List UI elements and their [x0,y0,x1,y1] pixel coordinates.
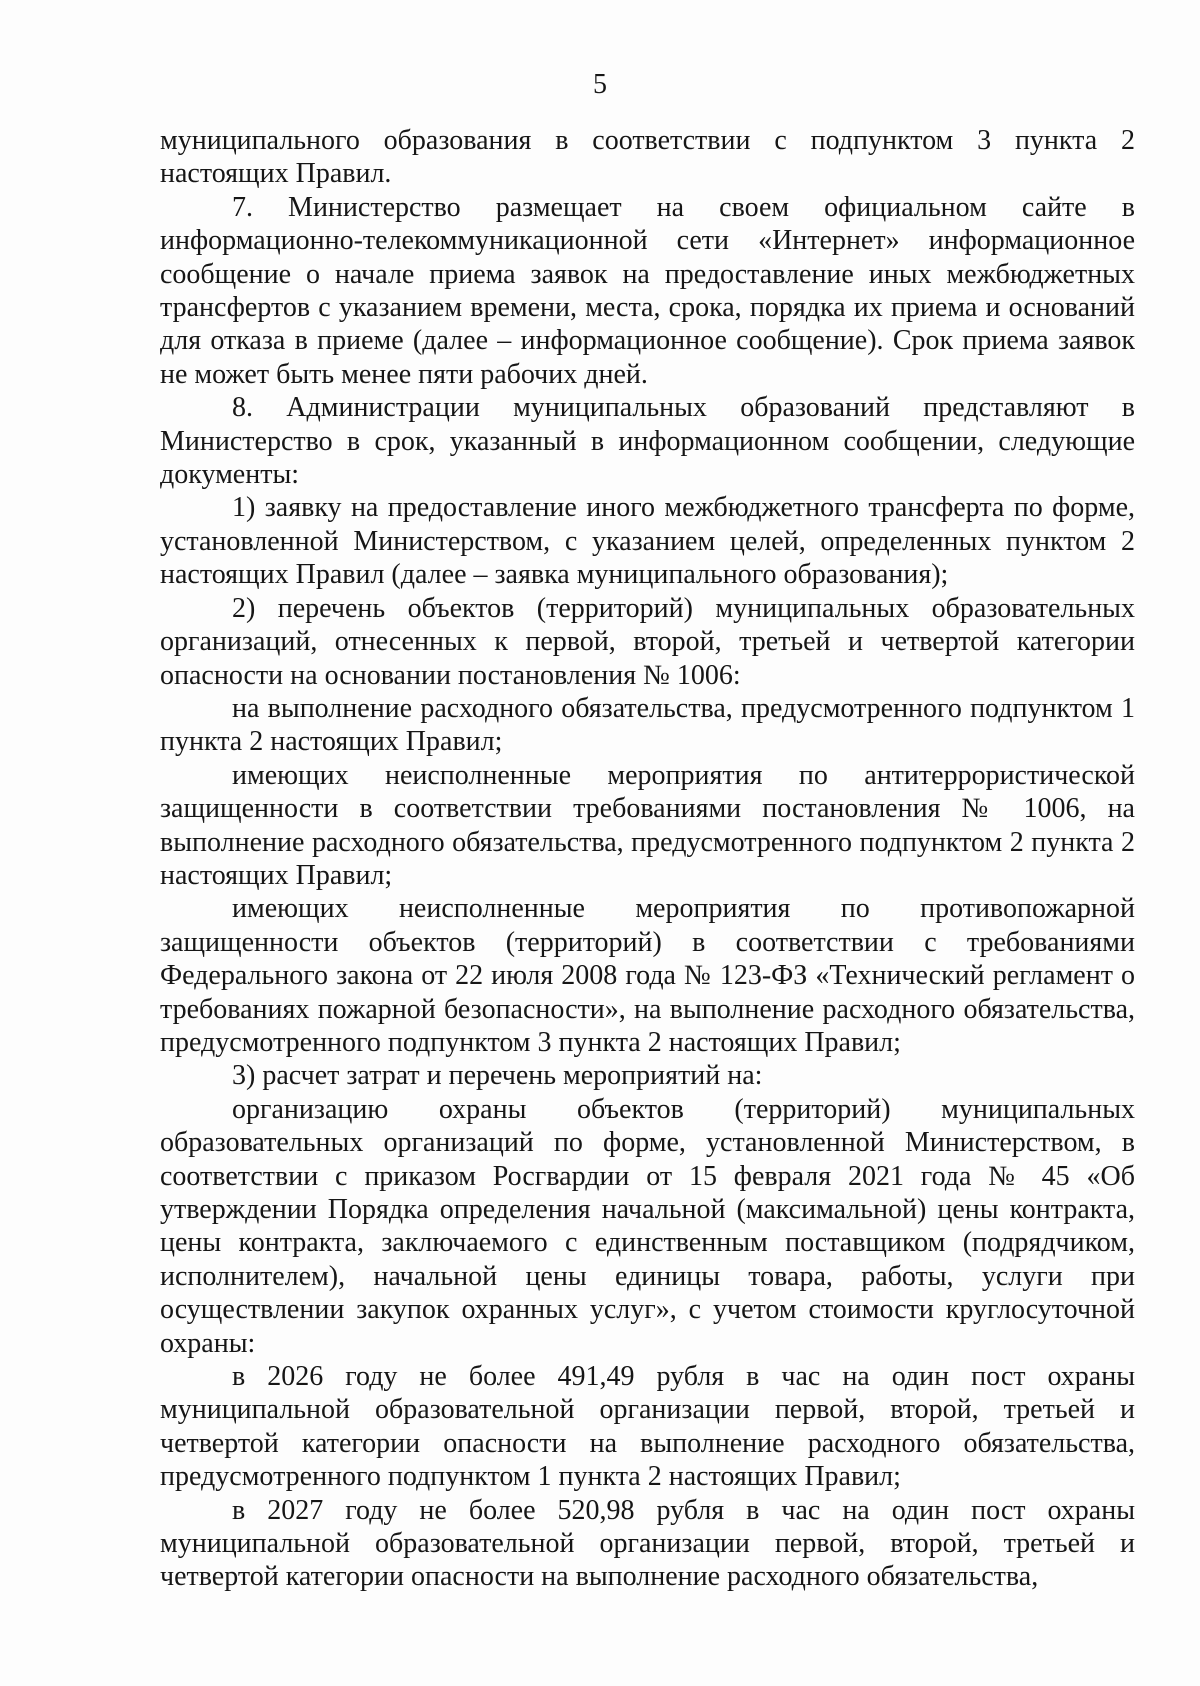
paragraph-item-7: 7. Министерство размещает на своем официальном сайте в информационно-телекоммуникационной сети «Интернет» информационное сообщение о начале приема заявок на предоставление иных межбюджетных трансфертов с указанием времени, места, срока, порядка их приема и оснований для отказа в приеме (далее – информационное сообщение). Срок приема заявок не может быть менее пяти рабочих дней. [160,191,1135,390]
paragraph-security-organization: организацию охраны объектов (территорий) муниципальных образовательных организаций по форме, установленной Министерством, в соответствии с приказом Росгвардии от 15 февраля 2021 года № 45 «Об утверждении Порядка определения начальной (максимальной) цены контракта, цены контракта, заключаемого с единственным поставщиком (подрядчиком, исполнителем), начальной цены единицы товара, работы, услуги при осуществлении закупок охранных услуг», с учетом стоимости круглосуточной охраны: [160,1093,1135,1359]
list-entry-antiterror: имеющих неисполненные мероприятия по антитеррористической защищенности в соответствии требованиями постановления № 1006, на выполнение расходного обязательства, предусмотренного подпунктом 2 пункта 2 настоящих Правил; [160,759,1135,891]
paragraph-year-2027: в 2027 году не более 520,98 рубля в час на один пост охраны муниципальной образовательной организации первой, второй, третьей и четвертой категории опасности на выполнение расходного обязательства, [160,1494,1135,1593]
paragraph-continuation: муниципального образования в соответствии с подпунктом 3 пункта 2 настоящих Правил. [160,125,1135,190]
list-entry-subpoint-1: на выполнение расходного обязательства, предусмотренного подпунктом 1 пункта 2 настоящих Правил; [160,692,1135,758]
subitem-1-application: 1) заявку на предоставление иного межбюджетного трансферта по форме, установленной Министерством, с указанием целей, определенных пунктом 2 настоящих Правил (далее – заявка муниципального образования); [160,492,1135,591]
subitem-3-cost-calculation: 3) расчет затрат и перечень мероприятий на: [232,1060,763,1092]
paragraph-year-2026: в 2026 году не более 491,49 рубля в час на один пост охраны муниципальной образовательной организации первой, второй, третьей и четвертой категории опасности на выполнение расходного обязательства, предусмотренного подпунктом 1 пункта 2 настоящих Правил; [160,1361,1135,1493]
list-entry-fire-safety: имеющих неисполненные мероприятия по противопожарной защищенности объектов (территорий) в соответствии с требованиями Федерального закона от 22 июля 2008 года № 123-ФЗ «Технический регламент о требованиях пожарной безопасности», на выполнение расходного обязательства, предусмотренного подпунктом 3 пункта 2 настоящих Правил; [160,893,1135,1058]
document-body [160,124,1135,1594]
page-number: 5 [593,69,607,100]
subitem-2-object-list: 2) перечень объектов (территорий) муниципальных образовательных организаций, отнесенных к первой, второй, третьей и четвертой категории опасности на основании постановления № 1006: [160,592,1135,691]
paragraph-item-8: 8. Администрации муниципальных образований представляют в Министерство в срок, указанный в информационном сообщении, следующие документы: [160,392,1135,491]
